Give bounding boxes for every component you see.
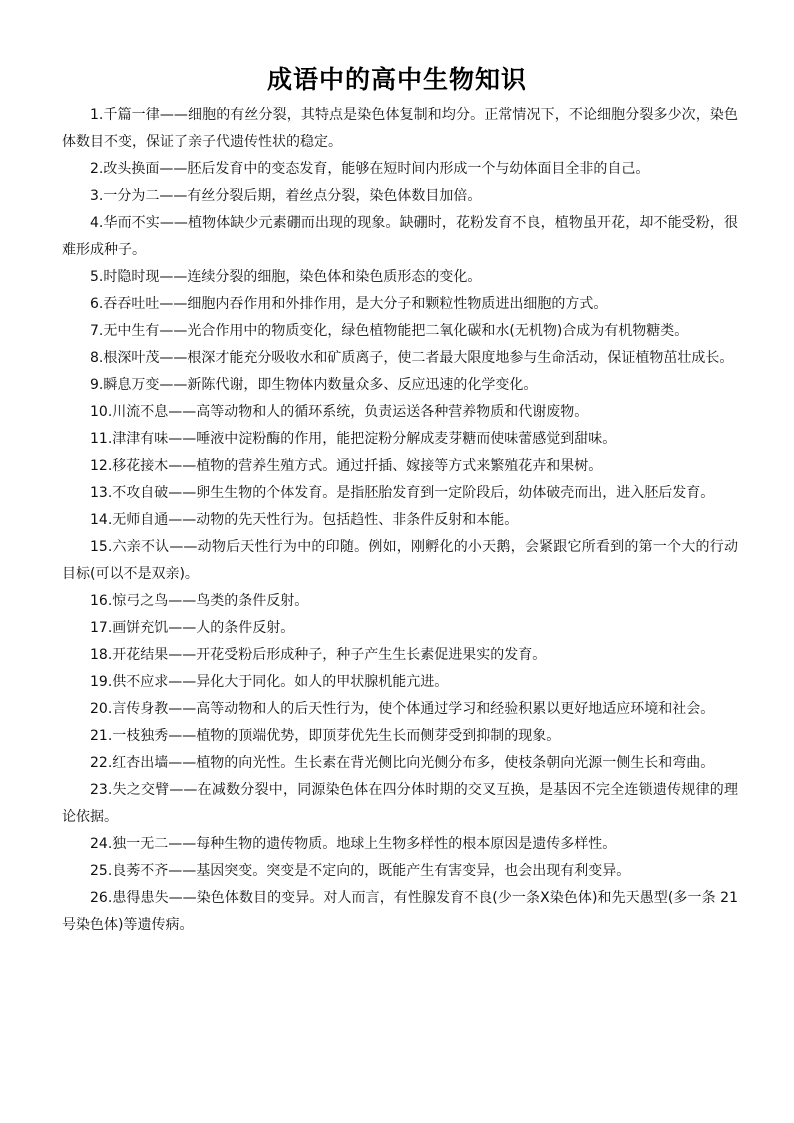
list-item (62, 885, 738, 939)
item-number: 11. (90, 431, 113, 447)
item-text: 惊弓之鸟——鸟类的条件反射。 (112, 593, 309, 609)
item-text: 言传身教——高等动物和人的后天性行为，使个体通过学习和经验积累以更好地适应环境和社会。 (112, 701, 715, 717)
list-item (62, 183, 738, 210)
list-item (62, 777, 738, 831)
list-item (62, 831, 738, 858)
item-number: 15. (90, 539, 113, 555)
list-item (62, 291, 738, 318)
item-number: 22. (90, 755, 113, 771)
item-text: 无中生有——光合作用中的物质变化，绿色植物能把二氧化碳和水(无机物)合成为有机物糖类。 (103, 323, 689, 339)
list-item (62, 534, 738, 588)
item-text: 良莠不齐——基因突变。突变是不定向的，既能产生有害变异，也会出现有利变异。 (112, 863, 631, 879)
list-item (62, 507, 738, 534)
item-number: 8. (90, 350, 104, 366)
item-number: 21. (90, 728, 113, 744)
item-text: 失之交臂——在减数分裂中，同源染色体在四分体时期的交叉互换，是基因不完全连锁遗传规律的理论依据。 (62, 782, 738, 825)
item-text: 根深叶茂——根深才能充分吸收水和矿质离子，使二者最大限度地参与生命活动，保证植物茁壮成长。 (103, 350, 734, 366)
list-item (62, 723, 738, 750)
item-number: 13. (90, 485, 113, 501)
item-text: 一枝独秀——植物的顶端优势，即顶芽优先生长而侧芽受到抑制的现象。 (112, 728, 561, 744)
item-number: 20. (90, 701, 113, 717)
item-number: 26. (90, 890, 113, 906)
item-text: 无师自通——动物的先天性行为。包括趋性、非条件反射和本能。 (112, 512, 519, 528)
item-text: 不攻自破——卵生生物的个体发育。是指胚胎发育到一定阶段后，幼体破壳而出，进入胚后发育。 (112, 485, 715, 501)
item-text: 时隐时现——连续分裂的细胞，染色体和染色质形态的变化。 (103, 269, 482, 285)
item-number: 4. (90, 215, 104, 231)
list-item (62, 264, 738, 291)
item-number: 25. (90, 863, 113, 879)
item-number: 14. (90, 512, 113, 528)
item-text: 川流不息——高等动物和人的循环系统，负责运送各种营养物质和代谢废物。 (112, 404, 589, 420)
item-text: 患得患失——染色体数目的变异。对人而言，有性腺发育不良(少一条X染色体)和先天愚型(多一条 21 号染色体)等遗传病。 (62, 890, 738, 933)
item-number: 9. (90, 377, 104, 393)
item-number: 7. (90, 323, 104, 339)
item-text: 津津有味——唾液中淀粉酶的作用，能把淀粉分解成麦芽糖而使味蕾感觉到甜味。 (112, 431, 617, 447)
list-item (62, 669, 738, 696)
item-text: 吞吞吐吐——细胞内吞作用和外排作用，是大分子和颗粒性物质进出细胞的方式。 (103, 296, 608, 312)
item-text: 独一无二——每种生物的遗传物质。地球上生物多样性的根本原因是遗传多样性。 (112, 836, 617, 852)
list-item (62, 399, 738, 426)
list-item (62, 642, 738, 669)
list-item (62, 480, 738, 507)
item-text: 瞬息万变——新陈代谢，即生物体内数量众多、反应迅速的化学变化。 (103, 377, 538, 393)
item-text: 改头换面——胚后发育中的变态发育，能够在短时间内形成一个与幼体面目全非的自己。 (103, 161, 650, 177)
list-item (62, 372, 738, 399)
item-number: 24. (90, 836, 113, 852)
item-text: 六亲不认——动物后天性行为中的印随。例如，刚孵化的小天鹅，会紧跟它所看到的第一个大的行动目标(可以不是双亲)。 (62, 539, 738, 582)
list-item (62, 615, 738, 642)
item-text: 红杏出墙——植物的向光性。生长素在背光侧比向光侧分布多，使枝条朝向光源一侧生长和弯曲。 (112, 755, 715, 771)
item-number: 6. (90, 296, 104, 312)
list-item (62, 858, 738, 885)
item-text: 开花结果——开花受粉后形成种子，种子产生生长素促进果实的发育。 (112, 647, 547, 663)
list-item (62, 345, 738, 372)
item-number: 5. (90, 269, 104, 285)
page-title: 成语中的高中生物知识 (266, 65, 527, 94)
item-number: 16. (90, 593, 113, 609)
list-item (62, 588, 738, 615)
item-text: 华而不实——植物体缺少元素硼而出现的现象。缺硼时，花粉发育不良，植物虽开花，却不能受粉，很难形成种子。 (62, 215, 738, 258)
list-item (62, 210, 738, 264)
item-text: 画饼充饥——人的条件反射。 (112, 620, 295, 636)
item-text: 移花接木——植物的营养生殖方式。通过扦插、嫁接等方式来繁殖花卉和果树。 (112, 458, 603, 474)
list-item (62, 102, 738, 156)
item-number: 2. (90, 161, 104, 177)
list-item (62, 750, 738, 777)
item-number: 18. (90, 647, 113, 663)
list-item (62, 696, 738, 723)
item-list (62, 102, 738, 939)
item-number: 10. (90, 404, 113, 420)
list-item (62, 156, 738, 183)
item-number: 3. (90, 188, 104, 204)
item-number: 1. (90, 107, 104, 123)
list-item (62, 426, 738, 453)
item-text: 千篇一律——细胞的有丝分裂，其特点是染色体复制和均分。正常情况下，不论细胞分裂多少次，染色体数目不变，保证了亲子代遗传性状的稳定。 (62, 107, 738, 150)
item-number: 12. (90, 458, 113, 474)
item-number: 23. (90, 782, 113, 798)
list-item (62, 318, 738, 345)
list-item (62, 453, 738, 480)
item-number: 17. (90, 620, 113, 636)
item-number: 19. (90, 674, 113, 690)
item-text: 一分为二——有丝分裂后期，着丝点分裂，染色体数目加倍。 (103, 188, 482, 204)
item-text: 供不应求——异化大于同化。如人的甲状腺机能亢进。 (112, 674, 449, 690)
